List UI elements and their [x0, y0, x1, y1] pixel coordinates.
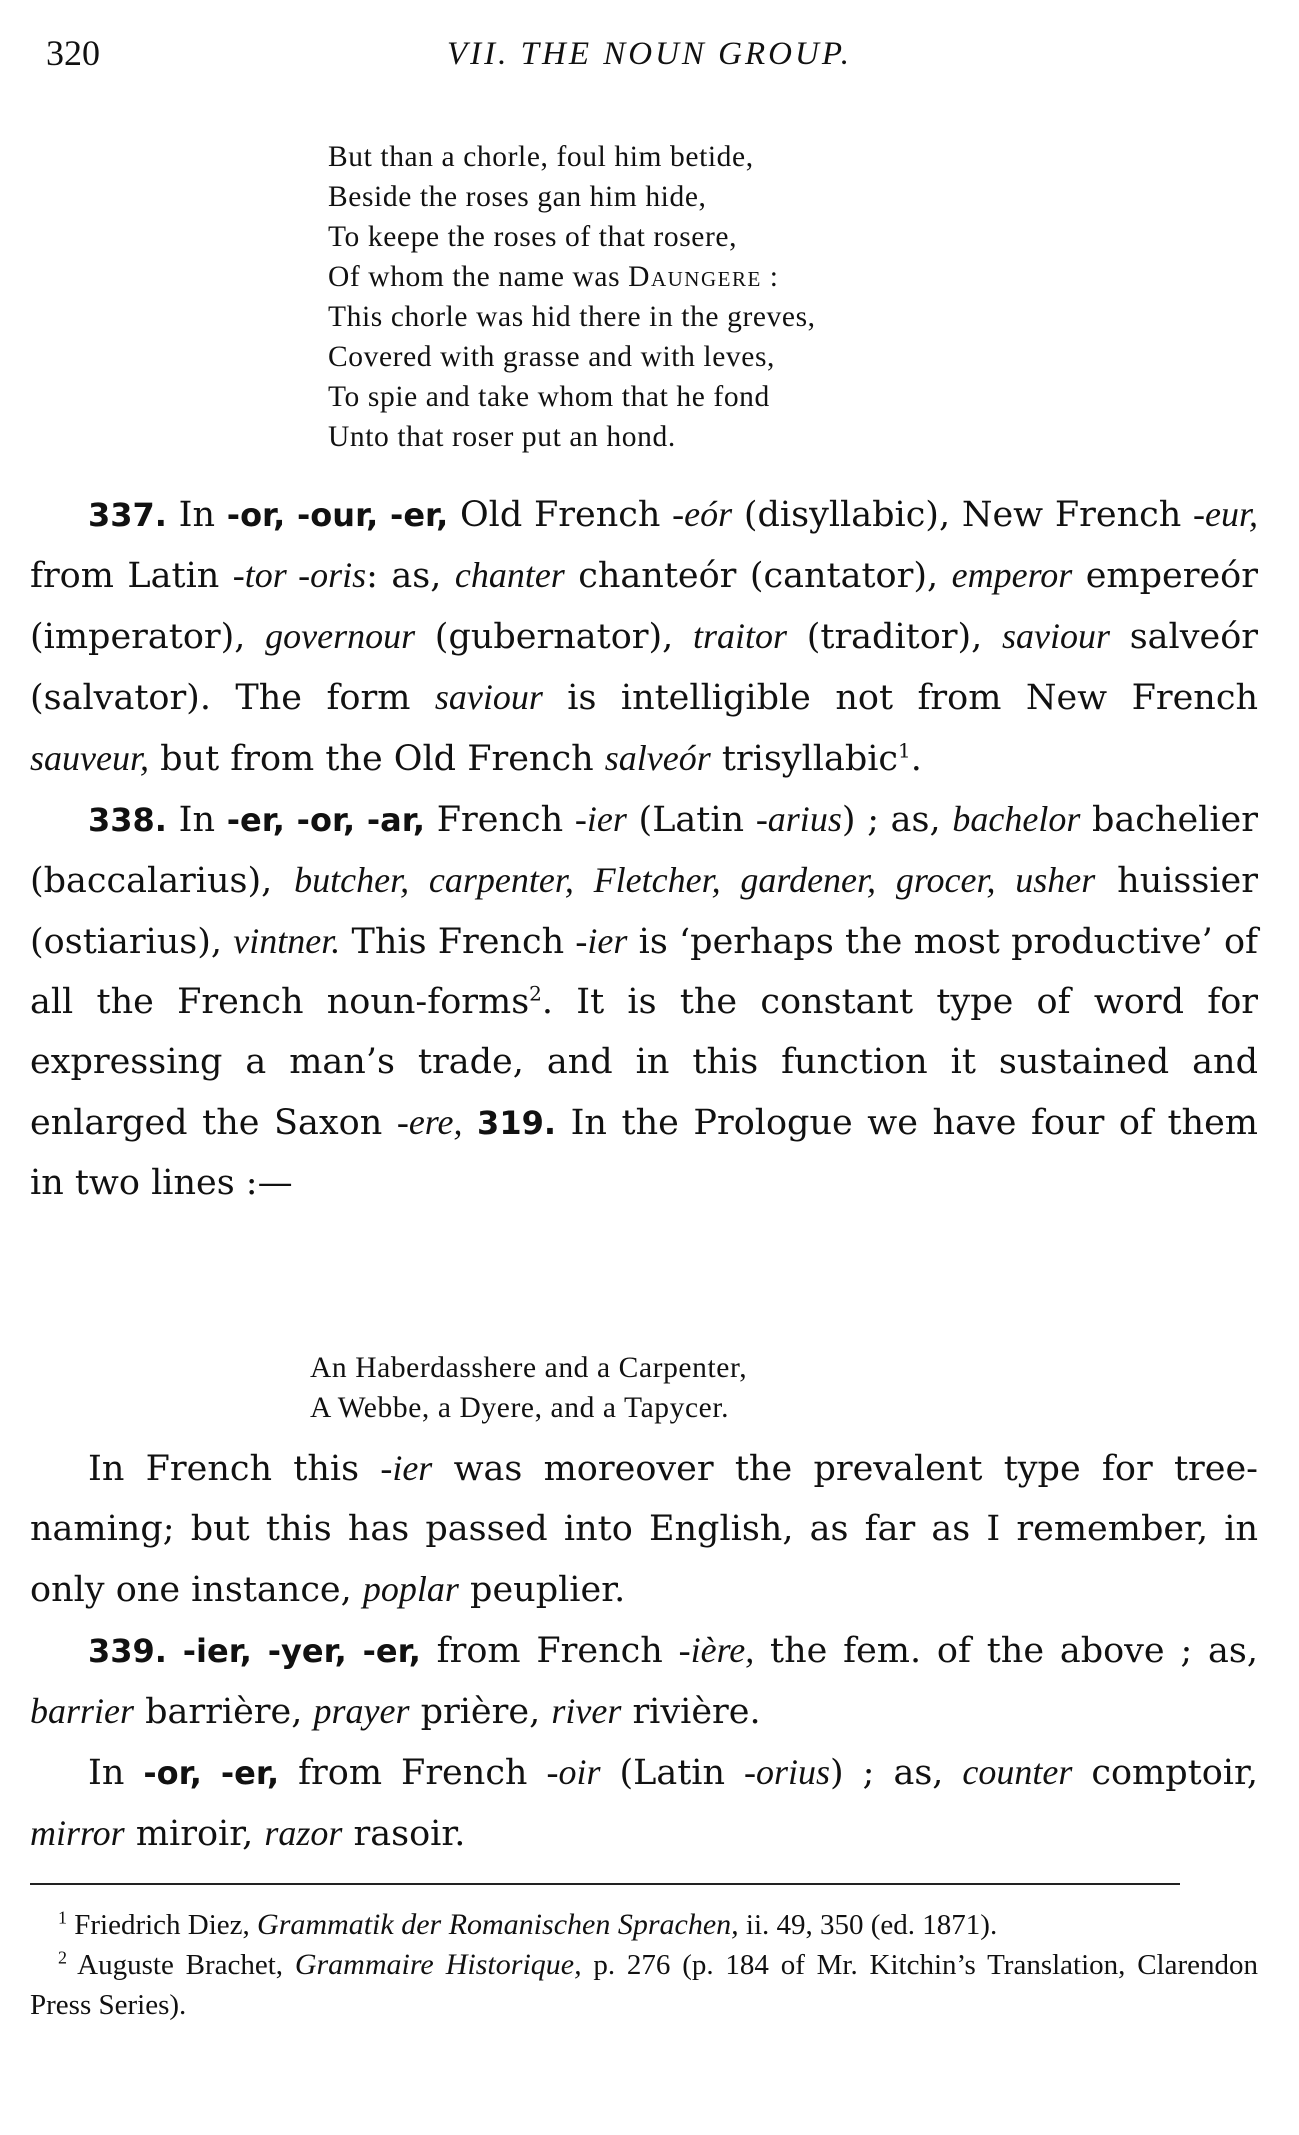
italic-form: -ier [575, 921, 628, 961]
text: ) ; as, [841, 800, 953, 840]
text: huissier (ostiarius), [30, 861, 1258, 962]
italic-form: counter [962, 1752, 1073, 1792]
italic-form: saviour [1002, 616, 1110, 656]
text: Auguste Brachet, [67, 1949, 295, 1981]
text: . [910, 739, 922, 779]
footnote-marker: 1 [898, 738, 911, 763]
italic-form: -ere, [396, 1102, 463, 1142]
text: is ‘perhaps the most productive’ of all the French noun-forms [30, 922, 1258, 1022]
paragraph-338 [30, 789, 1258, 1213]
italic-form: -oir [546, 1752, 601, 1792]
text [167, 1631, 183, 1671]
text: (Latin [626, 800, 756, 840]
italic-form: emperor [951, 555, 1073, 595]
text: trisyllabic [710, 739, 899, 779]
text: In French this [88, 1449, 381, 1489]
italic-form: mirror [30, 1813, 125, 1853]
footnote-2 [30, 1945, 1258, 2025]
italic-form: vintner. [233, 921, 341, 961]
text: miroir, [124, 1814, 265, 1854]
italic-title: Grammatik der Romanischen Sprachen, [257, 1908, 739, 1941]
footnote-mark: 2 [58, 1947, 67, 1968]
page-number: 320 [46, 33, 100, 73]
suffix: -er, [390, 496, 449, 534]
text: Old French [448, 495, 673, 535]
text: ii. 49, 350 (ed. 1871). [738, 1909, 998, 1941]
italic-form: chanter [454, 555, 565, 595]
section-number: 339. [88, 1632, 167, 1670]
paragraph-337 [30, 484, 1258, 789]
text: was moreover the prevalent type for tree-naming; but this has passed into English, as far as I remember, in only one instance, [30, 1449, 1258, 1610]
suffix: -ier, -yer, -er, [182, 1632, 421, 1670]
italic-form: butcher, carpenter, Fletcher, gardener, grocer, usher [294, 860, 1096, 900]
page-header [0, 32, 1299, 92]
italic-form: governour [265, 616, 416, 656]
footnotes [30, 1905, 1258, 2025]
text: (disyllabic), New French [732, 495, 1193, 535]
verse-line: To spie and take whom that he fond [328, 381, 770, 413]
text: rasoir. [342, 1814, 466, 1854]
text: In the Prologue we have four of them in two lines :— [30, 1103, 1258, 1203]
text: peuplier. [458, 1570, 626, 1610]
text: empereór (imperator), [30, 556, 1258, 657]
italic-form: -orius [744, 1752, 831, 1792]
text: rivière. [621, 1692, 761, 1732]
text: This French [340, 922, 576, 962]
text: (Latin [600, 1753, 745, 1793]
italic-form: -ier [574, 799, 627, 839]
section-number: 337. [88, 496, 167, 534]
verse-line: Beside the roses gan him hide, [328, 181, 707, 213]
italic-form: -ière, [678, 1630, 755, 1670]
paragraph-339 [30, 1620, 1258, 1742]
verse-line [328, 257, 816, 297]
body-text-upper [30, 484, 1258, 1213]
text: (gubernator), [415, 617, 693, 657]
text: from French [420, 1631, 679, 1671]
section-number: 338. [88, 801, 167, 839]
italic-form: poplar [362, 1569, 459, 1609]
text: comptoir, [1072, 1753, 1258, 1793]
italic-form: salveór [604, 738, 711, 778]
italic-form: saviour [434, 677, 543, 717]
text: In [88, 1753, 144, 1793]
verse-line: Covered with grasse and with leves, [328, 341, 776, 373]
italic-form: -ier [380, 1448, 433, 1488]
running-head: VII. THE NOUN GROUP. [447, 36, 852, 72]
small-caps-name: Daungere [628, 261, 762, 293]
italic-form: traitor [693, 616, 788, 656]
verse-line: To keepe the roses of that rosere, [328, 221, 738, 253]
text: : as, [366, 556, 455, 596]
text: prière, [409, 1692, 552, 1732]
italic-form: bachelor [952, 799, 1081, 839]
body-text-lower [30, 1438, 1258, 1864]
text: Friedrich Diez, [67, 1909, 258, 1941]
verse-quotation-prologue [310, 1348, 747, 1428]
verse-line: A Webbe, a Dyere, and a Tapycer. [310, 1392, 730, 1424]
suffix: -or, -our, [226, 496, 379, 534]
text: In [166, 495, 227, 535]
text: the fem. of the above ; as, [754, 1631, 1258, 1671]
verse-line-text: Of whom the name was [328, 261, 629, 293]
footnote-1 [30, 1905, 1258, 1945]
paragraph-oir [30, 1742, 1258, 1864]
italic-form: razor [264, 1813, 343, 1853]
verse-quotation-daungere [328, 137, 816, 457]
text: from French [279, 1753, 547, 1793]
italic-form: -eór [672, 494, 733, 534]
text: In [166, 800, 227, 840]
verse-line-tail: : [761, 261, 779, 293]
verse-line: This chorle was hid there in the greves, [328, 301, 816, 333]
footnote-rule [30, 1883, 1180, 1885]
text: . It is the constant type of word for expressing a man’s trade, and in this function it sustained and enlarged the Saxon [30, 982, 1258, 1143]
text: is intelligible not from New French [542, 678, 1258, 718]
italic-form: barrier [30, 1691, 135, 1731]
text: bachelier (baccalarius), [30, 800, 1258, 901]
italic-form: -arius [755, 799, 842, 839]
suffix: -or, -er, [143, 1754, 280, 1792]
text: (traditor), [787, 617, 1002, 657]
verse-line: Unto that roser put an hond. [328, 421, 676, 453]
verse-line: But than a chorle, foul him betide, [328, 141, 754, 173]
verse-line: An Haberdasshere and a Carpenter, [310, 1352, 748, 1384]
footnote-marker: 2 [529, 981, 542, 1006]
italic-form: -eur, [1193, 494, 1258, 534]
text: but from the Old French [149, 739, 605, 779]
suffix: -er, -or, -ar, [226, 801, 426, 839]
italic-form: sauveur, [30, 738, 149, 778]
italic-form: -tor -oris [232, 555, 367, 595]
italic-form: river [551, 1691, 622, 1731]
text: French [425, 800, 575, 840]
italic-form: prayer [313, 1691, 410, 1731]
text: chanteór (cantator), [564, 556, 952, 596]
text: from Latin [30, 556, 233, 596]
text: ) ; as, [830, 1753, 963, 1793]
text: p. 276 (p. 184 of Mr. Kitchin’s Translation, Clarendon Press Series). [30, 1949, 1258, 2021]
paragraph-tree-naming [30, 1438, 1258, 1620]
section-reference: 319. [477, 1104, 556, 1142]
text: barrière, [134, 1692, 314, 1732]
text: salveór (salvator). The form [30, 617, 1259, 718]
footnote-mark: 1 [58, 1907, 67, 1928]
italic-title: Grammaire Historique, [294, 1948, 582, 1981]
